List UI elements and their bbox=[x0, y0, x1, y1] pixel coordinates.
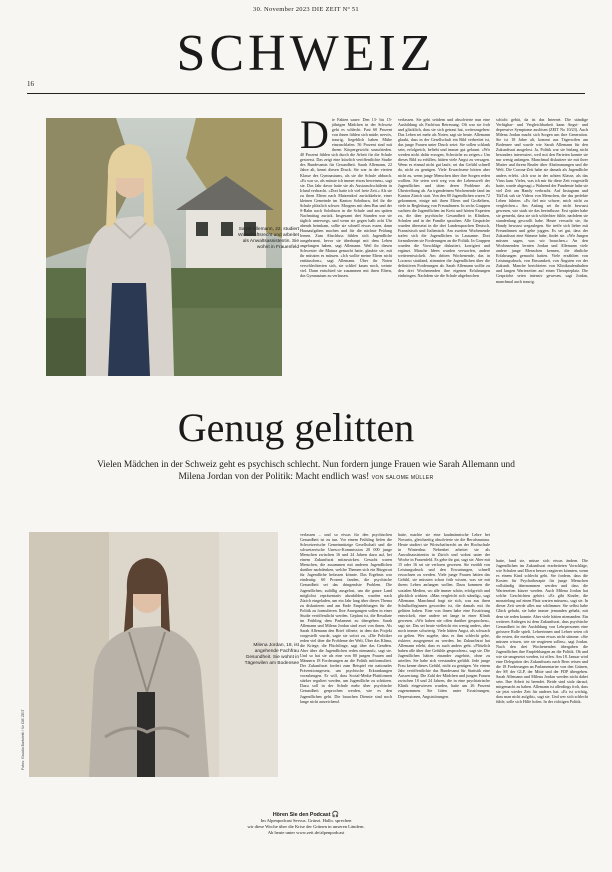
headline: Genug gelitten bbox=[177, 405, 415, 450]
podcast-promo bbox=[0, 812, 612, 836]
bottom-article-column-2: hatte, machte sie eine kaufmännische Lehre bei Novartis, gleichzeitig absolvierte sie die Berufsmatura. Heute studiert sie Wirtschaftsrecht an der Hochschule in Winterthur. Nebenbei arbeitet sie als Anwaltsassistentin in Zürich und wohnt unter der Woche in Frauenfeld. Es gehe ihr gut, sagt sie. Aber mit 15 oder 16 sei sie verloren gewesen. Sie erzählt von Leistungsdruck und den Erwartungen, schnell erwachsen zu werden. Viele junge Frauen hätten das Gefühl, sie müssten schon früh wissen, was sie mit ihrem Leben anfangen wollen. Dazu kommen die sozialen Medien, wo alle immer schön, erfolgreich und glücklich wirkten. »Man vergleicht sich ständig«, sagt Allemann. Manchmal fragt sie sich, was aus ihren Schulkolleginnen geworden ist, die damals mit ihr gelitten haben. Eine von ihnen habe eine Essstörung entwickelt, eine andere sei lange in einer Klinik gewesen. »Wir haben nie offen darüber gesprochen«, sagt sie. Das sei heute vielleicht ein wenig anders, aber noch immer schwierig. Viele hätten Angst, als schwach zu gelten. Wer zugebe, dass es ihm schlecht gehe, riskiere, ausgegrenzt zu werden. Im Zukunftsrat hat Allemann erlebt, dass es auch anders geht. »Plötzlich haben alle über ihre Gefühle gesprochen«, sagt sie. Die Jugendlichen hätten einander zugehört, ohne zu urteilen. Sie habe sich verstanden gefühlt. Jede junge Frau kenne dieses Gefühl, nicht zu genügen. Vor einem Jahr veröffentlichte das Bundesamt für Statistik eine Auswertung: Die Zahl der Mädchen und jungen Frauen zwischen 10 und 24 Jahren, die in eine psychiatrische Klinik eingewiesen wurden, hatte um 26 Prozent zugenommen. Sie litten unter Essstörungen, Depressionen, Angststörungen. bbox=[398, 532, 490, 699]
deck-text: Vielen Mädchen in der Schweiz geht es psychisch schlecht. Nun fordern junge Frauen wie Sarah Allemann und Milena Jordan von der Politik: Macht endlich was! bbox=[97, 460, 515, 483]
podcast-line-3: Ab heute unter www.zeit.de/alpenpodcast bbox=[267, 830, 345, 835]
top-article-column-3: schicht gebät, da ist das Internet. Die ständige Verfügbar- und Vergleichbarkeit kann Angst- und depressive Symptome auslösen (ZEIT No 10/23). Auch Milena Jordan macht sich Sorgen um ihre Generation. Sie ist 18 Jahre alt, kommt aus Tägerwilen am Bodensee und wurde wie Sarah Allemann für den Zukunftsrat ausgelost. Ja, Politik war sie bislang nicht besonders interessiert, weil mit den Parteien konnte sie nur wenig anfangen. Manchmal diskutiere sie mit ihrer Mutter und ihrem Bruder über Abstimmungen und die Welt. Die Corona-Zeit habe sie damals als Jugendliche anders erlebt. »Ich war in der achten Klasse, als das Virus kam. Vieles, was ich mir für diese Zeit vorgestellt hatte, wurde abgesagt.« Wahrend der Pandemie habe sie viel Zeit am Handy verbracht. Auf Instagram und TikTok sah sie Videos von Menschen, die das perfekte Leben führten. »Es fiel mir schwer, mich nicht zu vergleichen.« Am Anfang sei ihr nicht bewusst gewesen, wie stark sie das beeinflusse. Erst später habe sie gemerkt, dass sie sich schlechter fühle, nachdem sie stundenlang gescrollt habe. Heute versucht sie, ihr Handy bewusst wegzulegen. Sie treffe sich lieber mit Freundinnen und gehe joggen. Es sei gut, dass der Zukunftsrat eine Stimme habe, findet sie. »Wir Jungen müssen sagen, was wir brauchen.« An den Wochenenden lernten Jordan und Allemann viele andere junge Menschen kennen, die ähnliche Erfahrungen gemacht hatten. Viele erzählten von Leistungsdruck, von Einsamkeit, von Ängsten vor der Zukunft. Manche berichteten von Klinikaufenthalten und langen Wartezeiten auf einen Therapieplatz. Die Gespräche seien intensiv gewesen, sagt Jordan, manchmal auch traurig. bbox=[496, 117, 588, 284]
podcast-title: Hören Sie den Podcast bbox=[272, 812, 331, 818]
header-rule bbox=[27, 93, 585, 94]
page-number: 16 bbox=[27, 80, 34, 88]
drop-cap: D bbox=[300, 117, 329, 157]
photo-credit: Fotos: Gaudia Bartoletti / für DIE ZEIT bbox=[21, 709, 25, 770]
deck bbox=[90, 459, 522, 484]
author-byline: VON SALOME MÜLLER bbox=[371, 475, 434, 482]
photo-caption-top: Sarah Allemann, 22, studiert Wirtschaftsrecht und arbeitet als Anwaltsassistentin. Sie wohnt in Frauenfeld bbox=[237, 227, 299, 250]
top-article-column-2: verlassen. Sie geht seitdem und absolvierte nun eine Ausbildung als Fachfrau Betreuung. Oft war sie froh und glücklich, dass sie sich getraut hat, weiterzugehen: Das Leben sei mehr als Noten, sagt sie heute. Allemann glaubt, dass in der Gesellschaft ein Bild verbreitet ist, das junge Frauen unter Druck setzt: Sie sollen schlank sein, erfolgreich, beliebt und immer gut gelaunt. »Wir werden nicht dafür erzogen, Schwäche zu zeigen.« Um dieses Bild zu erfüllen, hätten viele Angst zu versagen. Wenn es einmal nicht gut laufe, sei das Gefühl schnell da, nicht zu genügen. Viele Erwachsene hörten aber nicht zu, wenn junge Menschen über ihre Sorgen reden wollten. Sie seien weit weg von der Lebenswelt der Jugendlichen und täten deren Probleme als Übertreibung ab. An irgendeinem Wochenende fand im Kanton Zürich statt. Von den 80 Jugendlichen waren 72 gekommen, einige mit ihren Eltern und Großeltern, viele in Begleitung von Freundinnen. In sechs Gruppen suchten die Jugendlichen im Kreis und hörten Experten zu, die über psychische Gesundheit in Kliniken, Schulen und in der Familie sprachen. Alle Gespräche wurden übersetzt in die drei Landessprachen Deutsch, Französisch und Italienisch. Am zweiten Wochenende trafen sich die Jugendlichen in Lausanne. Dort formulierten sie Forderungen an die Politik. In Gruppen wurden die Vorschläge diskutiert, korrigiert und ergänzt. Manche Ideen wurden verworfen, andere weiterentwickelt. Am dritten Wochenende, das in Locarno stattfand, stimmten die Jugendlichen über die definitiven Forderungen ab. Sarah Allemann wollte zu den drei Wochenenden ihre eigenen Erfahrungen einbringen. Nachdem sie die Schule abgebrochen bbox=[398, 117, 490, 279]
top-article-column-1: Die Fakten sauer: Den 13- bis 15-jährigen Mädchen in der Schweiz geht es schlecht. Fast 60 Prozent von ihnen fühlen sich müde, nervös, traurig, liegeblich haben Mühe einzuschlafen. 56 Prozent sind mit ihrem Körpergewicht unzufrieden. 40 Prozent fühlen sich durch die Arbeit für die Schule gestresst. Das zeigt eine kürzlich veröffentlichte Studie des Bundesamts für Gesundheit. Sarah Allemann, 22 Jahre alt, kennt diesen Druck. Sie war in der vierten Klasse des Gymnasiums, als sie die Schule abbrach. »Es war so, als müsste ich immer etwas beweisen«, sagt sie. Das Jahr davor hatte sie als Austauschschülerin in Irland verbracht. »Dort hatte ich viel freie Zeit.« Als sie zu ihren Eltern nach Matzendorf zurückkehrte, einer kleinen Gemeinde im Kanton Solothurn, fiel ihr die Schule plötzlich schwer. Morgens mit dem Bus und der S-Bahn nach Solothurn in die Schule und am späten Nachmittag zurück. Insgesamt drei Stunden war sie täglich unterwegs, und wenn sie gegen halb acht Uhr abends heimkam, sollte sie schnell etwas essen, dann Hausaufgaben machen und für die nächste Prüfung lernen. Zum Abschluss fühlen sich Jugendliche ausgebrannt, bevor sie überhaupt mit dem Leben angefangen haben, sagt Allemann. Weil ihr diesen Schwester die Matura gemacht hatte, glaubte sie, mit ihr müssten es müssen. »Ich wollte meine Eltern nicht enttäuschen«, sagt Allemann. Über ihr Noten verschlechterten sich, sie schlief kaum noch, weinte viel. Dann entschied sie zusammen mit ihren Eltern, das Gymnasium zu verlassen. bbox=[300, 117, 392, 279]
photo-caption-bottom: Milena Jordan, 18, ist angehende Fachfrau Gesundheit. Sie wohnt in Tägerwilen am Bodensee bbox=[244, 643, 299, 666]
bottom-article-column-1: verlassen – und so etwas für den psychischen Gesundheit ist zu tun. Vor einem Frühling liefen die Schweizerische Gemeinnützige Gesellschaft und die schweizerische Unesco-Kommission 20 000 junge Menschen zwischen 16 und 24 Jahren dazu auf, bei einem Zukunftsrat mitzuwirken. Gesucht waren Menschen, die zusammen mit anderen Jugendlichen darüber nachdenken, welche Themen sich ein Bürgerrat für Jugendliche befassen könnte. Das Ergebnis war eindeutig: 60 Prozent fanden, die psychische Gesundheit sei das dringendste Problem. Die Jugendlichen, zufällig ausgelost, um die ganze Land möglichst repräsentativ abzubilden, wurden nach Zürich eingeladen, um ein Jahr lang über dieses Thema zu diskutieren und am Ende Empfehlungen für die Politik zu formulieren. Ihre Anregungen sollen in einer Studie veröffentlicht werden. Geplant ist, die Resultate im Frühling dem Parlament zu übergeben. Sarah Allemann und Milena Jordan sind zwei von ihnen. Als Sarah Allemann den Brief öffnete, in dem das Projekt vorgestellt wurde, sagte sie sofort zu. »Die Politiker reden viel über die Probleme der Welt, Über das Klima, die Kriege, die Flüchtlinge, sagt über das Gendërn. Aber über die Jugendlichen reden niemand«, sagt sie. Und so hat sie als eine von 80 jungen Frauen und Männern 18 Forderungen an die Politik mitformuliert. Der Zukunftsrat fordert zum Beispiel ein nationales Präventionsgesetz, um psychische Erkrankungen vorzubeugen. Er will, dass Social-Media-Plattformen stärker reguliert werden, um Jugendliche zu schützen. Dazu soll in der Schule mehr über psychische Gesundheit gesprochen werden, wie es den Jugendlichen geht. Die brauchen Dienste sind noch lange nicht ausreichend. bbox=[300, 532, 392, 704]
podcast-line-2: wir diese Woche über die Krise der Grünen in unseren Ländern. bbox=[247, 824, 365, 829]
podcast-line-1: Im Alpenpodcast Servus. Grüezi. Hallo. sprechen bbox=[260, 818, 352, 823]
bottom-article-column-3: hatte, fand sie, müsse sich etwas ändern. Die Jugendlichen im Zukunftsrat erarbeiteten Vorschläge, wie Schulen und Eltern besser reagieren könnten, wenn es einem Kind schlecht geht. Sie fordern, dass die Kosten für Psychotherapie für junge Menschen vollständig übernommen werden und dass die Wartezeiten kürzer werden. Auch Milena Jordan hat solche Geschichten gehört. »Es gibt Kinder, die monatelang auf einen Platz warten müssen«, sagt sie. In dieser Zeit werde alles nur schlimmer. Sie selbst habe Glück gehabt, sie habe immer jemanden gehabt, mit dem sie reden konnte. Aber viele hätten niemanden. Ein weiteres Anliegen ist dem Zukunftsrat, dass psychische Gesundheit in der Ausbildung von Lehrpersonen eine grössere Rolle spielt. Lehrerinnen und Lehrer seien oft die ersten, die merkten, wenn etwas nicht stimme. »Sie müssen wissen, wie sie reagieren sollen«, sagt Jordan. Nach den drei Wochenenden übergaben die Jugendlichen ihre Empfehlungen an die Politik. Ob und wie sie umgesetzt werden, ist offen. Am 18. Januar wird eine Delegation des Zukunftsrats nach Bern reisen und die 18 Forderungen an Parlamentarier von den Grünen, der SP, der GLP, der Mitte und der FDP übergeben. Sarah Allemann und Milena Jordan werden nicht dabei sein. Ihre Arbeit ist beendet. Beide sind stolz darauf, mitgemacht zu haben. Allemann ist allerdings froh, dass sie jetzt wieder Zeit für anderes hat. »Es ist wichtig, dass man nicht aufgibt«, sagt sie. Und wer sich schlecht fühle, solle sich Hilfe holen. In der richtigen Politik. bbox=[496, 558, 588, 705]
headphones-icon: 🎧 bbox=[331, 812, 340, 818]
section-title: SCHWEIZ bbox=[176, 25, 436, 82]
masthead: 30. November 2023 DIE ZEIT Nº 51 bbox=[253, 6, 359, 13]
